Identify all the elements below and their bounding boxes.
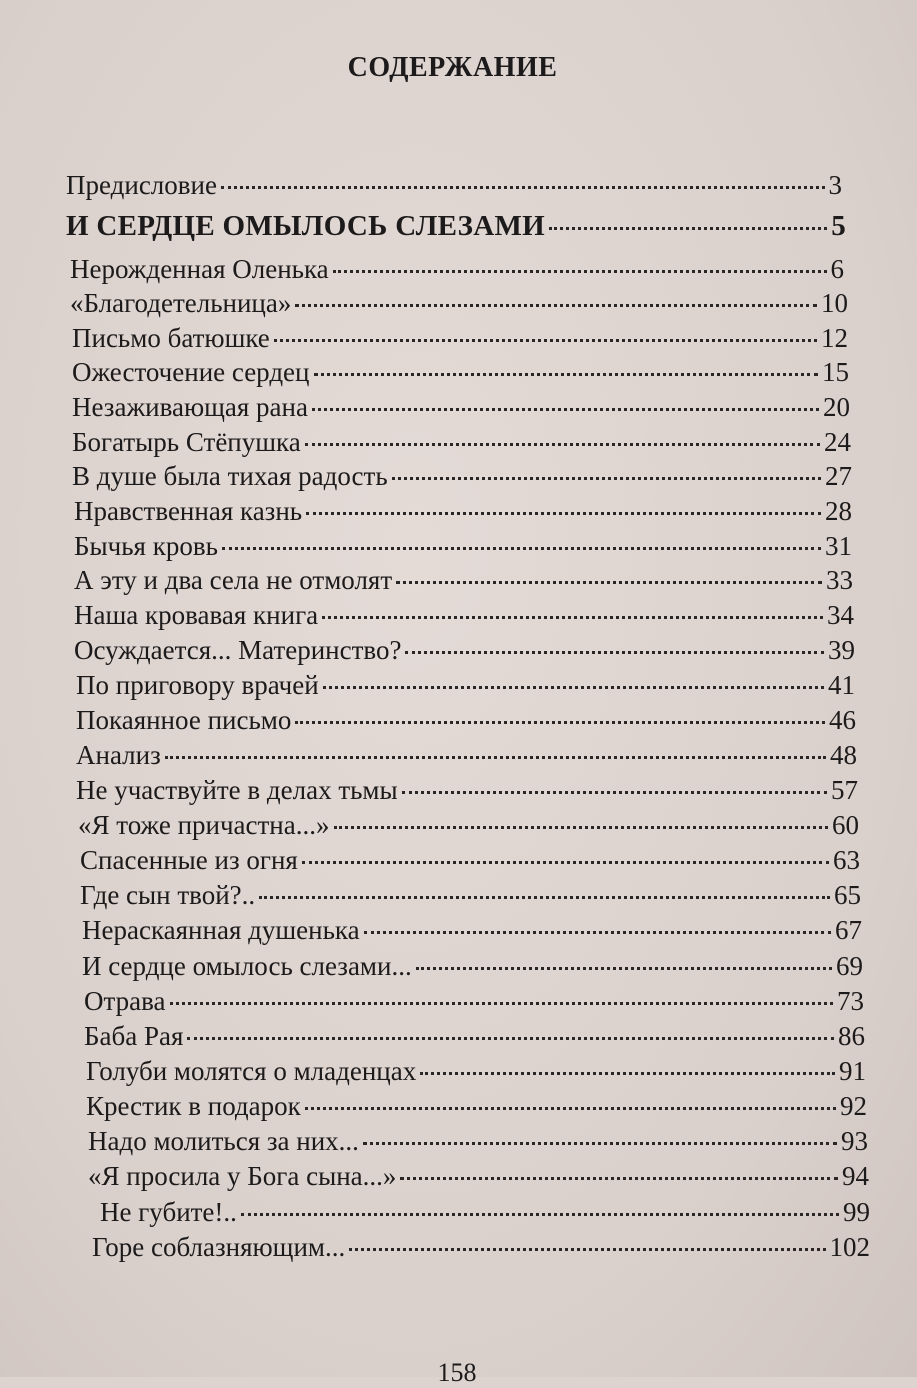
- toc-entry-page: 6: [830, 254, 844, 284]
- toc-entry-page: 27: [825, 461, 852, 491]
- toc-leader-dots: [302, 861, 829, 864]
- toc-entry: [66, 170, 842, 201]
- toc-entry-page: 91: [839, 1056, 866, 1086]
- toc-leader-dots: [241, 1213, 839, 1216]
- toc-entry: [86, 1056, 866, 1087]
- toc-entry-title: Бычья кровь: [74, 531, 218, 561]
- toc-entry: [78, 810, 859, 841]
- toc-entry-page: 99: [843, 1197, 870, 1227]
- toc-entry: [76, 705, 856, 736]
- toc-entry: [88, 1161, 869, 1192]
- toc-entry-page: 3: [828, 170, 842, 200]
- toc-entry-page: 67: [835, 915, 862, 945]
- toc-entry: [70, 254, 844, 285]
- toc-leader-dots: [396, 581, 822, 584]
- toc-entry: [72, 357, 849, 388]
- toc-leader-dots: [322, 616, 823, 619]
- toc-entry-title: Отрава: [84, 986, 166, 1016]
- page-title-text: СОДЕРЖАНИЕ: [347, 52, 558, 83]
- toc-entry: [82, 951, 863, 982]
- toc-entry-title: Нравственная казнь: [74, 496, 303, 526]
- toc-entry-title: По приговору врачей: [76, 670, 319, 700]
- toc-entry-title: «Я тоже причастна...»: [78, 810, 330, 840]
- toc-entry: [84, 986, 864, 1017]
- toc-entry-title: «Я просила у Бога сына...»: [88, 1161, 397, 1191]
- toc-leader-dots: [405, 651, 824, 654]
- toc-entry-page: 39: [828, 635, 855, 665]
- toc-leader-dots: [306, 512, 821, 515]
- toc-entry: [74, 496, 852, 527]
- toc-entry-page: 33: [826, 565, 853, 595]
- toc-entry-page: 15: [822, 357, 849, 387]
- toc-entry-title: Наша кровавая книга: [74, 600, 319, 630]
- toc-entry-title: Осуждается... Материнство?: [74, 635, 402, 665]
- toc-entry: [74, 600, 854, 631]
- toc-leader-dots: [333, 270, 827, 273]
- page-title: [0, 52, 917, 84]
- toc-leader-dots: [323, 686, 824, 689]
- toc-entry-title: Нерожденная Оленька: [70, 254, 329, 284]
- toc-leader-dots: [549, 227, 827, 230]
- toc-entry: [72, 427, 851, 458]
- toc-entry-page: 28: [825, 496, 852, 526]
- toc-entry: [74, 635, 855, 666]
- toc-entry: [100, 1197, 870, 1228]
- toc-entry-title: Незаживающая рана: [72, 392, 308, 422]
- toc-entry-page: 48: [830, 740, 857, 770]
- toc-entry: [80, 845, 860, 876]
- toc-leader-dots: [364, 931, 831, 934]
- toc-entry-title: Покаянное письмо: [76, 705, 292, 735]
- page-number: [0, 1358, 917, 1388]
- toc-entry-title: И сердце омылось слезами...: [82, 951, 412, 981]
- toc-entry-page: 60: [832, 810, 859, 840]
- toc-entry-title: Анализ: [76, 740, 161, 770]
- toc-entry: [72, 392, 850, 423]
- toc-entry-title: Где сын твой?..: [80, 880, 256, 910]
- toc-leader-dots: [312, 408, 819, 411]
- toc-entry-title: А эту и два села не отмолят: [74, 565, 393, 595]
- toc-leader-dots: [221, 186, 825, 189]
- toc-entry: [76, 740, 857, 771]
- toc-entry-title: Надо молиться за них...: [88, 1126, 359, 1156]
- toc-leader-dots: [392, 477, 821, 480]
- toc-entry-title: Письмо батюшке: [72, 323, 270, 353]
- toc-entry: [84, 1021, 865, 1052]
- toc-entry-title: Нераскаянная душенька: [82, 915, 360, 945]
- toc-entry-title: Голуби молятся о младенцах: [86, 1056, 417, 1086]
- toc-entry-title: Не участвуйте в делах тьмы: [76, 775, 398, 805]
- toc-leader-dots: [274, 339, 817, 342]
- toc-entry: [92, 1232, 870, 1263]
- toc-leader-dots: [295, 304, 817, 307]
- toc-entry-title: «Благодетельница»: [70, 288, 292, 318]
- toc-entry-page: 94: [842, 1161, 869, 1191]
- toc-leader-dots: [295, 721, 825, 724]
- toc-entry-title: Горе соблазняющим...: [92, 1232, 346, 1262]
- toc-entry-page: 102: [829, 1232, 870, 1262]
- toc-entry-page: 5: [831, 210, 846, 242]
- toc-entry-page: 10: [821, 288, 848, 318]
- toc-entry-page: 31: [825, 531, 852, 561]
- toc-entry-title: Крестик в подарок: [86, 1091, 301, 1121]
- page-number-text: 158: [437, 1358, 477, 1387]
- toc-entry: [74, 531, 852, 562]
- toc-entry-page: 86: [838, 1021, 865, 1051]
- toc-entry-page: 63: [833, 845, 860, 875]
- toc-entry: [88, 1126, 868, 1157]
- toc-leader-dots: [400, 1177, 838, 1180]
- toc-leader-dots: [349, 1248, 825, 1251]
- toc-leader-dots: [334, 826, 829, 829]
- toc-entry-page: 65: [834, 880, 861, 910]
- toc-leader-dots: [363, 1142, 837, 1145]
- toc-entry-title: Спасенные из огня: [80, 845, 298, 875]
- toc-entry-page: 34: [827, 600, 854, 630]
- toc-leader-dots: [402, 791, 827, 794]
- toc-leader-dots: [416, 967, 832, 970]
- toc-entry-page: 12: [821, 323, 848, 353]
- toc-entry-title: Баба Рая: [84, 1021, 184, 1051]
- toc-entry: [72, 323, 848, 354]
- toc-entry: [82, 915, 862, 946]
- toc-entry: [86, 1091, 867, 1122]
- toc-entry-title: Богатырь Стёпушка: [72, 427, 301, 457]
- toc-leader-dots: [170, 1002, 834, 1005]
- toc-entry-page: 69: [836, 951, 863, 981]
- toc-entry-page: 57: [831, 775, 858, 805]
- toc-section-heading: [66, 210, 846, 243]
- toc-leader-dots: [305, 1107, 836, 1110]
- toc-entry: [80, 880, 861, 911]
- toc-entry: [76, 775, 858, 806]
- toc-leader-dots: [259, 896, 830, 899]
- toc-entry-page: 20: [823, 392, 850, 422]
- toc-entry-page: 41: [828, 670, 855, 700]
- toc-entry: [72, 461, 852, 492]
- toc-leader-dots: [314, 373, 819, 376]
- toc-entry-page: 24: [824, 427, 851, 457]
- toc-entry: [74, 565, 853, 596]
- toc-leader-dots: [420, 1072, 835, 1075]
- toc-entry-title: Ожесточение сердец: [72, 357, 310, 387]
- toc-leader-dots: [187, 1037, 834, 1040]
- toc-entry-title: В душе была тихая радость: [72, 461, 388, 491]
- toc-entry: [70, 288, 848, 319]
- toc-entry-page: 93: [841, 1126, 868, 1156]
- toc-entry-title: И СЕРДЦЕ ОМЫЛОСЬ СЛЕЗАМИ: [66, 210, 546, 242]
- toc-leader-dots: [222, 547, 821, 550]
- toc-entry-title: Предисловие: [66, 170, 217, 200]
- toc-entry: [76, 670, 855, 701]
- toc-leader-dots: [165, 756, 826, 759]
- toc-entry-page: 73: [837, 986, 864, 1016]
- toc-entry-title: Не губите!..: [100, 1197, 237, 1227]
- toc-leader-dots: [305, 443, 820, 446]
- toc-entry-page: 46: [829, 705, 856, 735]
- toc-entry-page: 92: [840, 1091, 867, 1121]
